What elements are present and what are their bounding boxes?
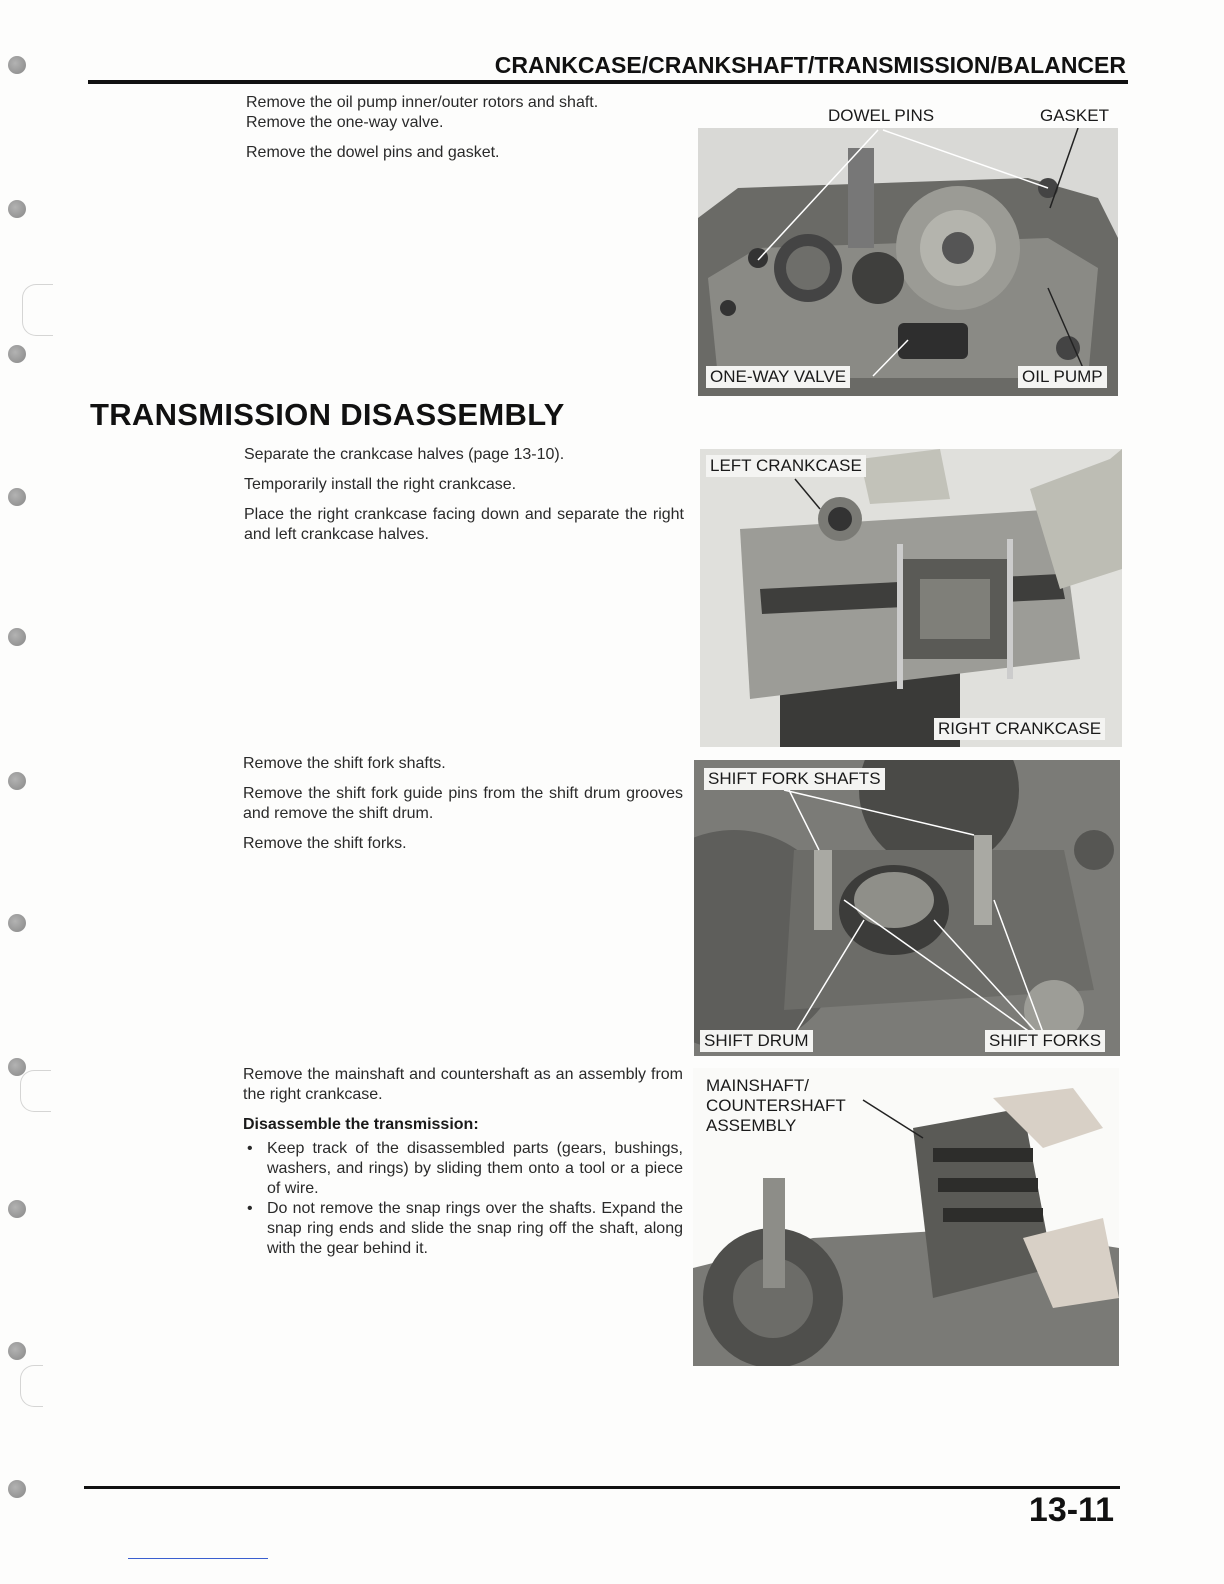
punch-hole [8,200,26,218]
paragraph: Separate the crankcase halves (page 13-10). [244,446,565,463]
scan-mark [20,1070,51,1112]
label-left-crankcase: LEFT CRANKCASE [706,455,866,477]
punch-hole [8,914,26,932]
section1-text [246,93,686,173]
scan-mark [22,284,53,336]
label-oil-pump: OIL PUMP [1018,366,1107,388]
paragraph: Place the right crankcase facing down and separate the right and left crankcase halves. [244,506,684,543]
punch-hole [8,1200,26,1218]
scan-edge-mark [128,1558,268,1559]
label-shift-drum: SHIFT DRUM [700,1030,813,1052]
paragraph: Remove the one-way valve. [246,114,444,131]
section-heading: TRANSMISSION DISASSEMBLY [90,397,565,432]
paragraph: Remove the shift forks. [243,835,407,852]
label-shift-fork-shafts: SHIFT FORK SHAFTS [704,768,885,790]
paragraph: Remove the shift fork guide pins from the shift drum grooves and remove the shift drum. [243,785,683,822]
punch-hole [8,345,26,363]
figure-oil-pump-photo [698,128,1118,396]
punch-hole [8,56,26,74]
punch-hole [8,1480,26,1498]
section3-text [243,754,683,864]
footer-rule [84,1486,1120,1489]
punch-hole [8,628,26,646]
label-shift-forks: SHIFT FORKS [985,1030,1105,1052]
section4-text [243,1065,683,1259]
bullet-item: • Do not remove the snap rings over the shafts. Expand the snap ring ends and slide the snap ring off the shaft, along with the gear behind it. [243,1199,683,1259]
page-header-title: CRANKCASE/CRANKSHAFT/TRANSMISSION/BALANCER [494,52,1126,78]
bullet-list [243,1139,683,1259]
label-gasket: GASKET [1040,106,1109,125]
subheading: Disassemble the transmission: [243,1116,479,1133]
header-rule [88,80,1128,84]
page-number: 13-11 [1028,1491,1114,1529]
paragraph: Remove the shift fork shafts. [243,755,446,772]
label-one-way-valve: ONE-WAY VALVE [706,366,850,388]
paragraph: Remove the mainshaft and countershaft as an assembly from the right crankcase. [243,1066,683,1103]
section2-text [244,445,684,555]
label-dowel-pins: DOWEL PINS [828,106,935,125]
label-mainshaft-countershaft-assembly: MAINSHAFT/ COUNTERSHAFT ASSEMBLY [706,1076,846,1135]
paragraph: Remove the dowel pins and gasket. [246,144,500,161]
punch-hole [8,488,26,506]
paragraph: Remove the oil pump inner/outer rotors and shaft. [246,94,599,111]
figure-crankcase-halves-photo [700,449,1122,747]
label-right-crankcase: RIGHT CRANKCASE [934,718,1105,740]
scan-mark [20,1365,43,1407]
punch-hole [8,772,26,790]
paragraph: Temporarily install the right crankcase. [244,476,517,493]
figure-shift-drum-photo [694,760,1120,1056]
bullet-item: • Keep track of the disassembled parts (gears, bushings, washers, and rings) by sliding them onto a tool or a piece of wire. [243,1139,683,1199]
punch-hole [8,1342,26,1360]
